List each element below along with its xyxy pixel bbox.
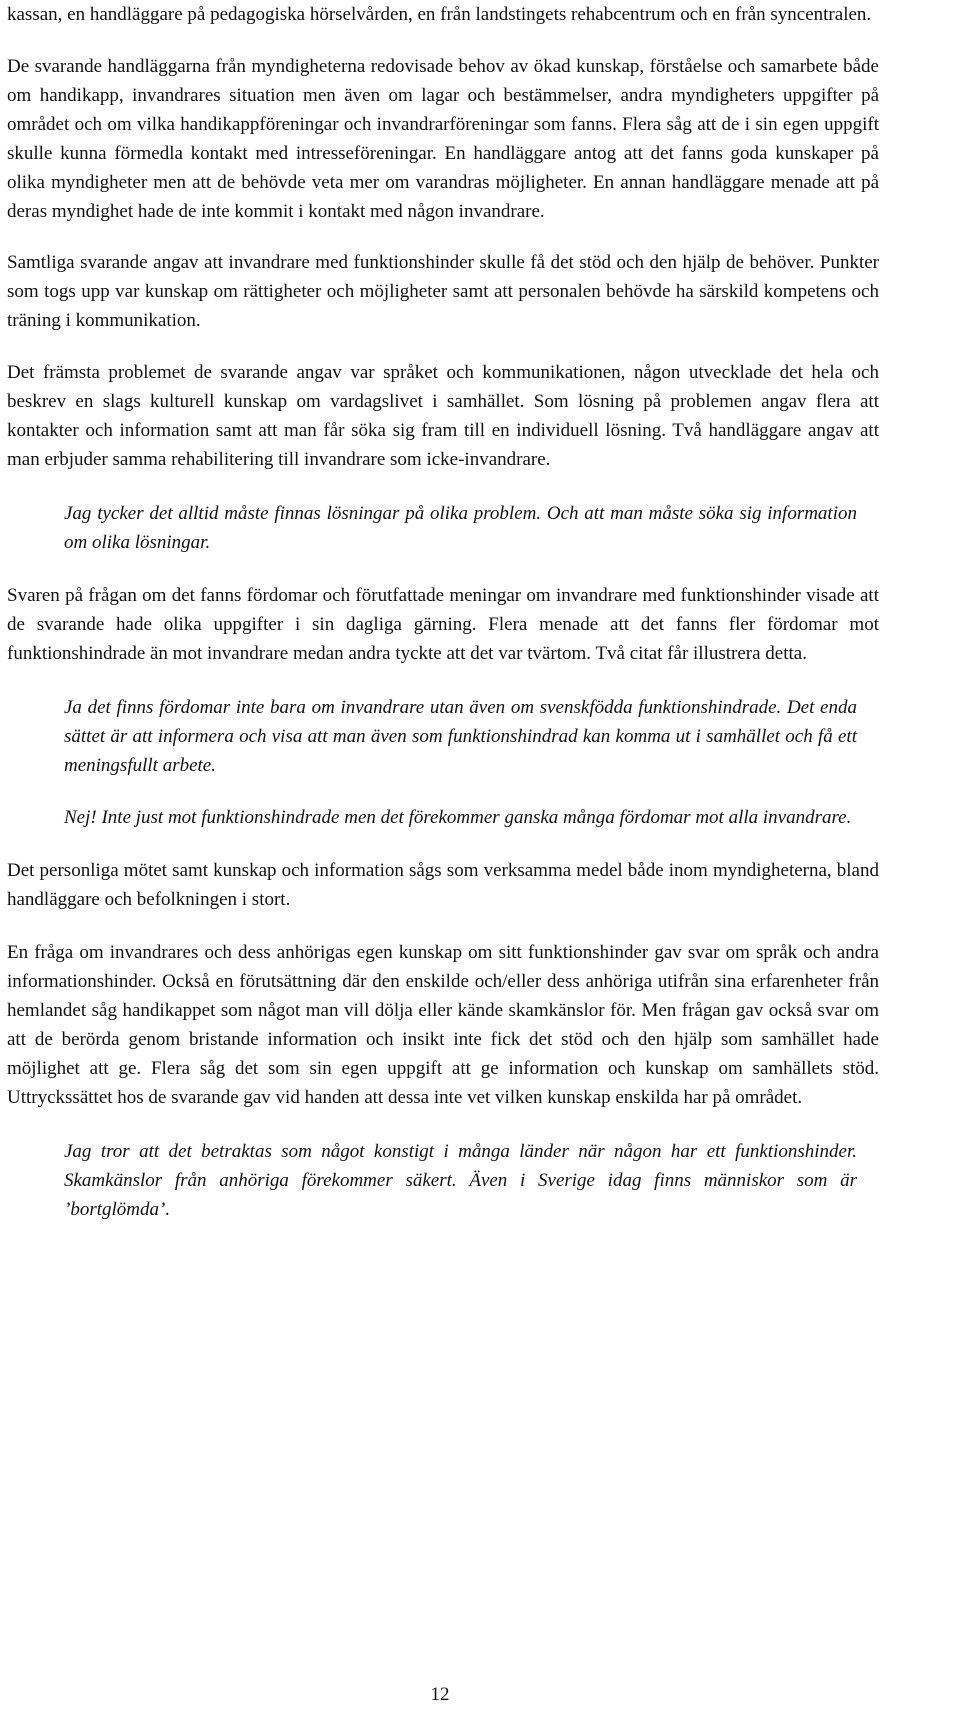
paragraph-continuation: kassan, en handläggare på pedagogiska hörselvården, en från landstingets rehabcentrum och en från syncentralen. — [7, 4, 872, 25]
paragraph-prejudice: Svaren på frågan om det fanns fördomar och förutfattade meningar om invandrare med funktionshinder visade att de svarande hade olika uppgifter i sin dagliga gärning. Flera menade att det fanns fler fördomar mot funktionshindrade än mot invandrare medan andra tyckte att det var tvärtom. Två citat får illustrera detta. — [7, 585, 879, 664]
quote-solutions: Jag tycker det alltid måste finnas lösningar på olika problem. Och att man måste söka sig information om olika lösningar. — [64, 503, 857, 553]
quote-prejudice-disabled: Ja det finns fördomar inte bara om invandrare utan även om svenskfödda funktionshindrade. Det enda sättet är att informera och visa att man även som funktionshindrad kan komma ut i samhället och få ett meningsfullt arbete. — [64, 697, 857, 776]
paragraph-support: Samtliga svarande angav att invandrare med funktionshinder skulle få det stöd och den hjälp de behöver. Punkter som togs upp var kunskap om rättigheter och möjligheter samt att personalen behövde ha särskild kompetens och träning i kommunikation. — [7, 252, 879, 331]
paragraph-meeting: Det personliga mötet samt kunskap och information sågs som verksamma medel både inom myndigheterna, bland handläggare och befolkningen i stort. — [7, 860, 879, 910]
paragraph-needs: De svarande handläggarna från myndigheterna redovisade behov av ökad kunskap, förståelse och samarbete både om handikapp, invandrares situation men även om lagar och bestämmelser, andra myndigheters uppgifter på området och om vilka handikappföreningar och invandrarföreningar som fanns. Flera såg att de i sin egen uppgift skulle kunna förmedla kontakt med intresseföreningar. En handläggare antog att det fanns goda kunskaper på olika myndigheter men att de behövde veta mer om varandras möjligheter. En annan handläggare menade att på deras myndighet hade de inte kommit i kontakt med någon invandrare. — [7, 56, 879, 222]
paragraph-knowledge: En fråga om invandrares och dess anhörigas egen kunskap om sitt funktionshinder gav svar om språk och andra informationshinder. Också en förutsättning där den enskilde och/eller dess anhöriga utifrån sina erfarenheter från hemlandet såg handikappet som något man vill dölja eller kände skamkänslor för. Men frågan gav också svar om att de berörda genom bristande information och insikt inte fick det stöd och den hjälp som samhället hade möjlighet att ge. Flera såg det som sin egen uppgift att ge information och kunskap om samhällets stöd. Uttryckssättet hos de svarande gav vid handen att dessa inte vet vilken kunskap enskilda har på området. — [7, 942, 879, 1108]
paragraph-language: Det främsta problemet de svarande angav var språket och kommunikationen, någon utvecklade det hela och beskrev en slags kulturell kunskap om vardagslivet i samhället. Som lösning på problemen angav flera att kontakter och information samt att man får söka sig fram till en individuell lösning. Två handläggare angav att man erbjuder samma rehabilitering till invandrare som icke-invandrare. — [7, 362, 879, 470]
quote-shame: Jag tror att det betraktas som något konstigt i många länder när någon har ett funktionshinder. Skamkänslor från anhöriga förekommer säkert. Även i Sverige idag finns människor som är ’bortglömda’. — [64, 1141, 857, 1220]
page-number: 12 — [430, 1684, 450, 1705]
document-page — [7, 0, 879, 1224]
quote-prejudice-immigrants: Nej! Inte just mot funktionshindrade men det förekommer ganska många fördomar mot alla invandrare. — [64, 807, 852, 828]
